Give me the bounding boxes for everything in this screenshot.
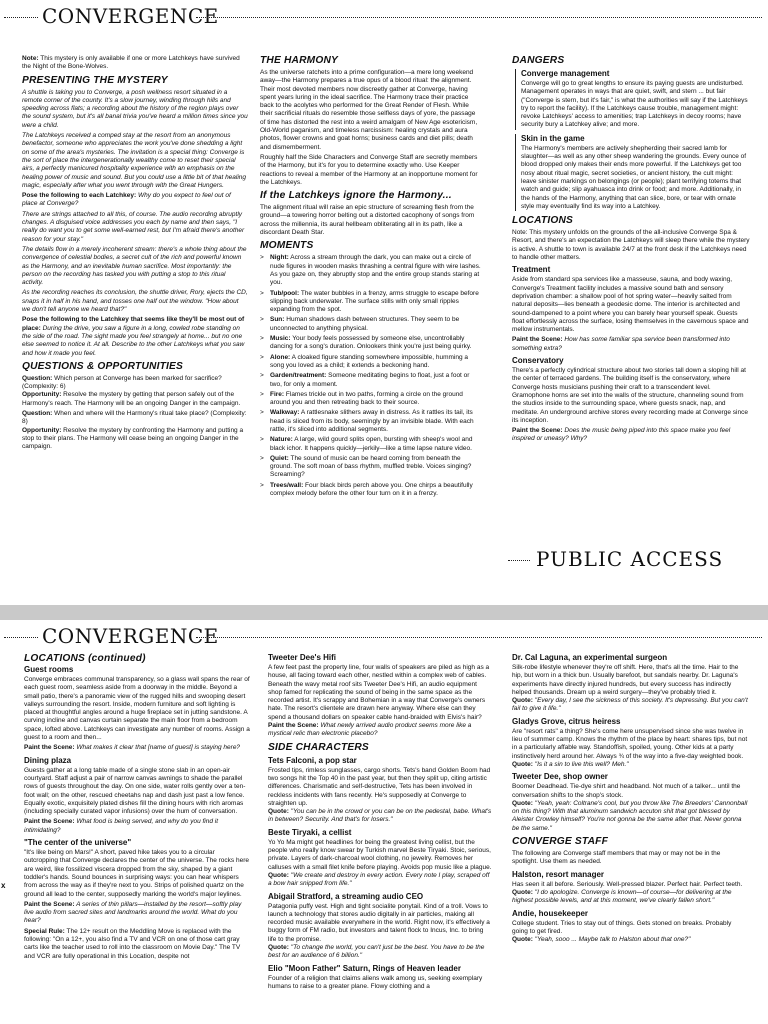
column-2 [268,653,492,993]
moment-label: Night: [270,254,289,262]
paint-scene-text: What newly arrived audio product seems more like a mystical relic than electronic placebo? [268,722,472,738]
body-text: College student. Tries to stay out of things. Gets stoned on breaks. Probably going to get fired. [512,919,732,935]
quote-label: Quote: [512,760,533,768]
section-heading: If the Latchkeys ignore the Harmony... [260,190,452,202]
moment-label: Quiet: [270,454,289,462]
banner-rule [508,560,530,561]
moment-label: Music: [270,335,291,343]
location-title: Guest rooms [24,665,74,674]
column-3 [512,55,750,446]
quote-text: "To change the world, you can't just be the best. You have to be the best for an audience of 6 billion." [268,944,485,960]
prompt-text: During the drive, you saw a figure in a long, cowled robe standing on the side of the road. The sight made you feel strangely at home... but no one else seemed to notice it. At all. Describe to the other Latchkeys what you saw and how it made you feel. [22,324,245,357]
character-name: Gladys Grove, citrus heiress [512,716,621,726]
body-text: Patagonia puffy vest. High and tight socialite ponytail. Kind of a troll. Vows to launch a technology that stores audio digitally in air particles, making all recorded music available everywhere in the world. Right now, it's effectively a buggy form of FM radio, but investors and talent flock to Incus, Inc. to bring life to the promise. [268,902,490,943]
section-heading: DANGERS [512,55,565,66]
character-name: Andie, housekeeper [512,908,589,918]
moment-item [260,455,482,480]
read-aloud-text: As the recording reaches its conclusion, the shuttle driver, Rory, ejects the CD, snaps it in half in his hand, and tosses one half out the window. "How about we don't tell anyone we heard that?" [22,289,248,314]
character-name: Halston, resort manager [512,869,605,879]
moment-label: Garden/treatment: [270,372,327,380]
column-1 [22,55,248,453]
character-name: Abigail Stratford, a streaming audio CEO [268,891,424,901]
danger-title: Skin in the game [521,133,585,143]
paint-scene-label: Paint the Scene: [512,336,563,344]
paint-scene-label: Paint the Scene: [24,900,75,908]
quote-label: Quote: [512,697,533,705]
section-heading: THE HARMONY [260,55,339,66]
quote-label: Quote: [512,888,533,896]
quote-text: "I do apologize. Converge is known—of course—for delivering at the highest possible levels, and at this moment, we've clearly fallen short." [512,888,732,905]
quote-label: Quote: [268,871,289,879]
chevron-right-icon: > [260,390,264,398]
question-label: Question: [22,374,53,382]
danger-title: Converge management [521,69,610,78]
moment-label: Fire: [270,390,285,398]
moment-text: A cloaked figure standing somewhere impossible, humming a song you loved as a child; it extends a beckoning hand. [270,353,468,369]
body-text: Yo Yo Ma might get headlines for being the greatest living cellist, but the people who really know swear by Turkish marvel Beste Tiryaki. Stoic, serious, private. Layers of dark-charcoal wool clothing, no jewelry. Removes her calluses with a small filet knife before playing. Avoids pop music like a plague. [268,838,492,871]
opportunity-label: Opportunity: [22,426,62,434]
page-gap [0,605,768,620]
moment-item [260,316,482,333]
special-rule-text: The 12+ result on the Meddling Move is replaced with the following: "On a 12+, you also find a TV and VCR on one of those cart gray carts like the teacher used to roll into the classroom on Movie Day." The TV and VCR are fully operational in this Location, despite not [24,927,241,960]
moment-item [260,290,482,315]
paint-scene-text: How has some familiar spa service been transformed into something extra? [512,336,730,352]
body-text: Silk-robe lifestyle whenever they're off shift. Here, that's all the time. Hair to the hip, but worn in a thick bun. Usually barefoot, but sandals nearby. Dr. Laguna's experiments have directly injured hundreds, but every success has indirectly helped thousands. Dream up a weird surgery—they've probably tried it. [512,664,739,696]
quote-text: "Is it a sin to live this well? Meh." [532,760,629,768]
note-text: This mystery is only available if one or more Latchkeys have survived the Night of the Bone-Wolves. [22,55,240,71]
moment-text: The sound of music can be heard coming from beneath the ground. The soft moan of bass rhythm, muffled treble. Voices singing? Screaming? [270,454,472,479]
body-text: Aside from standard spa services like a masseuse, sauna, and body waxing, Converge's Treatment facility includes a massive sound bath and sensory deprivation chamber: a shallow pool of hot spring water—heavily salted from natural deposits—lies beneath a geodesic dome. The interior is architected and sound-dampened to a point where you can barely hear yourself speak. Guests float effortlessly across the surface, losing themselves in the cavernous space and mellow instrumentals. [512,276,749,334]
moment-text: A large, wild gourd splits open, bursting with sheep's wool and black ichor. It happens quickly—jerkily—like a time lapse nature video. [270,436,473,452]
quote-label: Quote: [512,799,533,807]
moment-item [260,254,482,287]
moments-list [260,254,482,498]
section-heading: PRESENTING THE MYSTERY [22,74,168,86]
moment-text: Human shadows dash between structures. They seem to be unconnected to anything physical. [270,316,460,332]
chevron-right-icon: > [260,254,264,262]
danger-text: Converge will go to great lengths to ensure its paying guests are undisturbed. Management operates in ways that are quiet, swift, and stern ... but fair ("Converge is stern, but it's fair," is what the authorities will say if the Latchkeys try to report the facility). If the Latchkeys cause trouble, management might: revoke Latchkeys' access to amenities; trap Latchkeys in decoy rooms; have security bury a Latchkey alive; and more. [521,80,748,129]
body-text: A few feet past the property line, four walls of speakers are piled as high as a house, all facing toward each other, nestled within a complex web of cables. Beneath the wavy metal roof sits Tweeter Dee's Hifi, an audio equipment shop famed for replicating the sound of being in the same space as the recorded artist. It's scrappy and Bohemian in a way that Converge's owners hate. The resort's clientele are drawn here anyway. Where else can they spend a thousand dollars on speaker cable hand-braided with Elvis's hair? [268,664,490,721]
section-heading: LOCATIONS [512,215,574,227]
column-1 [24,653,250,963]
body-text: Founder of a religion that claims aliens walk among us, seeking exemplary humans to raise to a greater plane. Flowy clothing and a [268,974,483,990]
moment-text: Four black birds perch above you. One chirps a beautifully complex melody before the other four turn on it in a frenzy. [270,481,473,498]
location-title: Conservatory [512,356,564,366]
moment-item [260,436,482,453]
moment-label: Sun: [270,316,285,324]
location-title: "The center of the universe" [24,838,132,848]
moment-item [260,409,482,434]
quote-text: "Yeah, sooo ... Maybe talk to Halston about that one?" [532,936,691,944]
moment-label: Alone: [270,353,291,361]
quote-label: Quote: [512,936,533,944]
section-heading: CONVERGE STAFF [512,836,608,848]
paint-scene-label: Paint the Scene: [268,722,319,730]
header-rule [4,637,38,638]
chevron-right-icon: > [260,353,264,361]
chevron-right-icon: > [260,481,264,489]
paint-scene-label: Paint the Scene: [24,744,75,752]
danger-text: The Harmony's members are actively shepherding their sacred lamb for slaughter—as well as any other sheep wandering the grounds. Every ounce of blood dropped only makes their ends more powerful. If the Latchkeys get too nosy about ritual magic, secret societies, or ancient history, the cult might: leave sinister markings on belongings (or people); plant terrifying totems that watch and guide; slip ayahuasca into drink or food; and more. Additionally, in the hands of the Harmony, anything that can slice, bore, or tear with ornate style may eventually find its way into a Latchkey. [521,144,747,210]
page-header [0,0,768,36]
quote-text: "You can be in the crowd or you can be on the pedestal, babe. What's in between? Security. And that's for losers." [268,808,492,824]
paint-scene-text: Does the music being piped into this space make you feel inspired or uneasy? Why? [512,427,731,443]
prompt-text: Why do you expect to feel out of place at Converge? [22,192,231,208]
chevron-right-icon: > [260,436,264,444]
opportunity-text: Resolve the mystery by getting that person safely out of the Harmony's reach. The Harmony will be an ongoing Danger in the campaign. [22,391,241,407]
read-aloud-text: The details flow in a merely incoherent stream: there's a whole thing about the convergence of celestial bodies, a secret cult of the rich and powerful known as the Harmony, and an inevitable human sacrifice. Most importantly: the person on the recording has tasked you with putting a stop to this ritual activity. [22,245,247,287]
danger-block [515,69,750,130]
body-text: Frosted tips, rimless sunglasses, cargo shorts. Tets's band Golden Boom had two songs hit the Top 40 in the past year, but then they split up, citing artistic differences. Charismatic and self-destructive, Tets has been involved in reckless incidents with fans recently. He's supposedly at Converge to straighten up. [268,766,491,807]
location-title: Dining plaza [24,755,72,765]
document-page-2 [0,620,768,1024]
read-aloud-text: There are strings attached to all this, of course. The audio recording abruptly changes. A disguised voice addresses you each by name and then says, "I really do want you to get some well-earned rest, but I'm afraid there's another reason for your stay." [22,210,245,243]
character-name: Tets Falconi, a pop star [268,755,357,765]
prompt-label: Pose the following to the Latchkey that seems like they'll be most out of place: [22,316,245,332]
moment-label: Tub/pool: [270,289,300,297]
moment-text: Someone meditating begins to float, just a foot or two, for only a moment. [270,372,470,388]
quote-text: "Yeah, yeah: Coltrane's cool, but you throw like The Breeders' Cannonball on this thing? With that aluminum sandwich accuton shit that got blessed by Aleister Crowley himself? You're not gonna be the same after that. Never gonna be the same." [512,799,748,832]
read-aloud-text: The Latchkeys received a comped stay at the resort from an anonymous benefactor, someone who appreciates the work you've done shedding a light on some of the area's mysteries. The invitation is a special thing: Converge is the sort of place the intergenerationally wealthy come to reset their special airs, a perfectly manicured hospitality experience with an emphasis on the healing power of music and sound. But you could use a little bit of that healing magic, especially after what you went through with the Great Hungers. [22,132,247,189]
chevron-right-icon: > [260,289,264,297]
paint-scene-label: Paint the Scene: [24,818,75,826]
character-name: Dr. Cal Laguna, an experimental surgeon [512,653,668,662]
moment-label: Walkway: [270,409,300,417]
page-header [0,620,768,656]
paint-scene-text: A series of thin pillars—installed by the resort—softly play live audio from sacred sites and landmarks around the world. What do you hear? [24,900,242,925]
quote-text: "We create and destroy in every action. Every note I play, scraped off a bow hair snipped from life." [268,871,490,888]
body-text: Converge embraces communal transparency, so a glass wall spans the rear of each guest room, seamless aside from a doorway in the middle. Beyond a small patio, there's a panoramic view of the rugged hills and swooping desert valleys surrounding the resort. Inside, modern furniture and soft lighting is placed at thoughtful angles around a huge fireplace set in jutting sandstone. A curving incline and canvas curtain separate the main floor from a bedroom space, lofted above. Latchkeys can investigate any number of rooms. Assign a guest to a room and then... [24,676,250,742]
body-text: The following are Converge staff members that may or may not be in the spotlight. Use them as needed. [512,850,721,866]
moment-text: Flames trickle out in two paths, forming a circle on the ground around you and then retreating back to their source. [270,390,463,407]
quote-label: Quote: [268,808,289,816]
moment-label: Nature: [270,436,293,444]
question-text: When and where will the Harmony's ritual take place? (Complexity: 8) [22,409,247,426]
chevron-right-icon: > [260,316,264,324]
special-rule-label: Special Rule: [24,927,65,935]
paint-scene-text: What makes it clear that [name of guest] is staying here? [74,744,241,752]
character-name: Beste Tiryaki, a cellist [268,827,352,837]
danger-block [515,134,750,211]
location-title: Tweeter Dee's Hifi [268,653,336,662]
section-heading: LOCATIONS (continued) [24,653,146,664]
moment-label: Trees/wall: [270,481,304,489]
read-aloud-text: A shuttle is taking you to Converge, a posh wellness resort situated in a remote corner of the county. It's a slow journey, winding through hills and speeding across flats; a recording about the history of the region plays over the sound system, but it's all banal trivia you've heard a million times since you were a child. [22,88,248,129]
prompt-label: Pose the following to each Latchkey: [22,192,137,200]
moment-text: The water bubbles in a frenzy, arms struggle to escape before slipping back underwater. The surface stills with only small ripples expanding from the spot. [270,289,479,314]
margin-marker: x [1,881,6,890]
opportunity-label: Opportunity: [22,391,62,399]
paint-scene-text: What food is being served, and why do you find it intimidating? [24,818,219,834]
page-title: CONVERGENCE [42,624,219,648]
chevron-right-icon: > [260,454,264,462]
body-text: Has seen it all before. Seriously. Well-pressed blazer. Perfect hair. Perfect teeth. [512,880,743,888]
body-text: Are "resort rats" a thing? She's come here unsupervised since she was twelve in lieu of summer camp. Knows the rhythm of the place by heart: shares tips, but not in a particularly affable way. Standoffish, spoiled, young. Other kids at a party instinctively herd around her. Always ¾ of the way into a five-day weighted book. [512,727,748,760]
moment-text: Across a stream through the dark, you can make out a circle of nude figures in wooden masks thrashing a central figure with wire lashes. As you gaze on, they abruptly stop and the entire group stands staring at you. [270,254,481,287]
opportunity-text: Resolve the mystery by confronting the Harmony and putting a stop to their plans. The Harmony will cease being an ongoing Danger in the campaign. [22,426,244,451]
body-text: Roughly half the Side Characters and Converge Staff are secretly members of the Harmony, but it's for you to determine exactly who. Use Keeper reactions to reveal a member of the Harmony at an inopportune moment for the Latchkeys. [260,153,478,186]
chevron-right-icon: > [260,335,264,343]
column-2 [260,55,482,500]
question-label: Question: [22,409,53,417]
moment-item [260,335,482,352]
quote-label: Quote: [268,944,289,952]
character-name: Elio "Moon Father" Saturn, Rings of Heaven leader [268,963,461,973]
column-3 [512,653,748,946]
moment-item [260,391,482,408]
moment-item [260,372,482,389]
body-text: Note: This mystery unfolds on the grounds of the all-inclusive Converge Spa & Resort, and there's an expectation the Latchkeys will sleep there while the mystery is active. A shuttle to town is available 24/7 at the front desk if the Latchkeys need to handle other matters. [512,229,750,262]
paint-scene-label: Paint the Scene: [512,427,563,435]
character-name: Tweeter Dee, shop owner [512,772,608,782]
body-text: Boomer Deadhead. Tie-dye shirt and headband. Not much of a talker... until the conversation shifts to the shop's stock. [512,783,741,799]
section-heading: MOMENTS [260,240,314,252]
body-text: As the universe ratchets into a prime configuration—a mere long weekend away—the Harmony prepares a true opus of a blood ritual: the alignment. Their most devoted members now discreetly gather at Converge, having spent years luring in the ideal sacrifice. The Harmony trace their practice back to the acolytes who performed for the Great Render of Flesh. While their sacrificial rituals do resemble those selfless days of yore, the passage of time has distorted the rest into a weird amalgam of New Age esotericism, Old-World paganism, and timeless narcissism: healing crystals and aura photos, flower crowns and goat horns; business cards and diet pills; death and dismemberment. [260,69,478,151]
section-heading: SIDE CHARACTERS [268,741,369,753]
page-title: CONVERGENCE [42,4,219,28]
header-rule [196,17,762,18]
moment-text: A rattlesnake slithers away in distress. As it rattles its tail, its head is sliced from its body, seemingly by an invisible blade. With each rattle, it's sliced into additional segments. [270,409,474,433]
banner-title: PUBLIC ACCESS [536,547,724,571]
note-label: Note: [22,55,39,62]
section-heading: QUESTIONS & OPPORTUNITIES [22,360,184,372]
chevron-right-icon: > [260,372,264,380]
quote-text: "Every day, I see the sickness of this society. It's depressing. But you can't fail to give it life." [512,697,748,713]
body-text: The alignment ritual will raise an epic structure of screaming flesh from the ground—a towering horror belting out a distorted cacophony of songs from across the millennia, its aural hellbeam obliterating all in its path, like a discordant Death Star. [260,204,475,237]
body-text: Guests gather at a long table made of a single stone slab in an open-air courtyard. Staff adjust a pair of narrow canvas awnings to shade the parallel rows of guests throughout the day. On one side, water rolls gently over a ten-foot wall; on the other, rescued cheetahs nap and dash just past a low fence. Equally exotic, exquisitely plated dishes fill the dining hours with rich aromas (including specially curated vapor infusions) over the hum of conversation. [24,766,246,816]
moment-text: Your body feels possessed by someone else, uncontrollably dancing for a song's duration. Onlookers think you're just being quirky. [270,335,472,351]
public-access-banner [508,546,768,578]
header-rule [196,637,762,638]
moment-item [260,482,482,499]
header-rule [4,17,38,18]
body-text: "It's like being on Mars!" A short, paved hike takes you to a circular outcropping that Converge declares the center of the universe. The rocks here are weird, like fossilized viscera dropped from the sky, shaped by a giant toddler's hands. Sound bounces in surprising ways: you can hear whispers from across the way as if they're next to you. Strips of polished quartz on the ground all lead to the center, supposedly marking the world's major leylines. [24,849,249,898]
chevron-right-icon: > [260,409,264,417]
body-text: There's a perfectly cylindrical structure about two stories tall down a sloping hill at the center of terraced gardens. The building itself is the conservatory, where Converge hosts musicians pushing their craft to a transcendent level. Gramophone horns are set into the walls of the structure, channeling sound from the studios inside to the surrounding space, where guests snack, nap, and meditate. An underground archive stores every recording made at Converge since its inception. [512,367,748,424]
question-text: Which person at Converge has been marked for sacrifice? (Complexity: 6) [22,374,222,391]
moment-item [260,354,482,371]
location-title: Treatment [512,265,551,275]
